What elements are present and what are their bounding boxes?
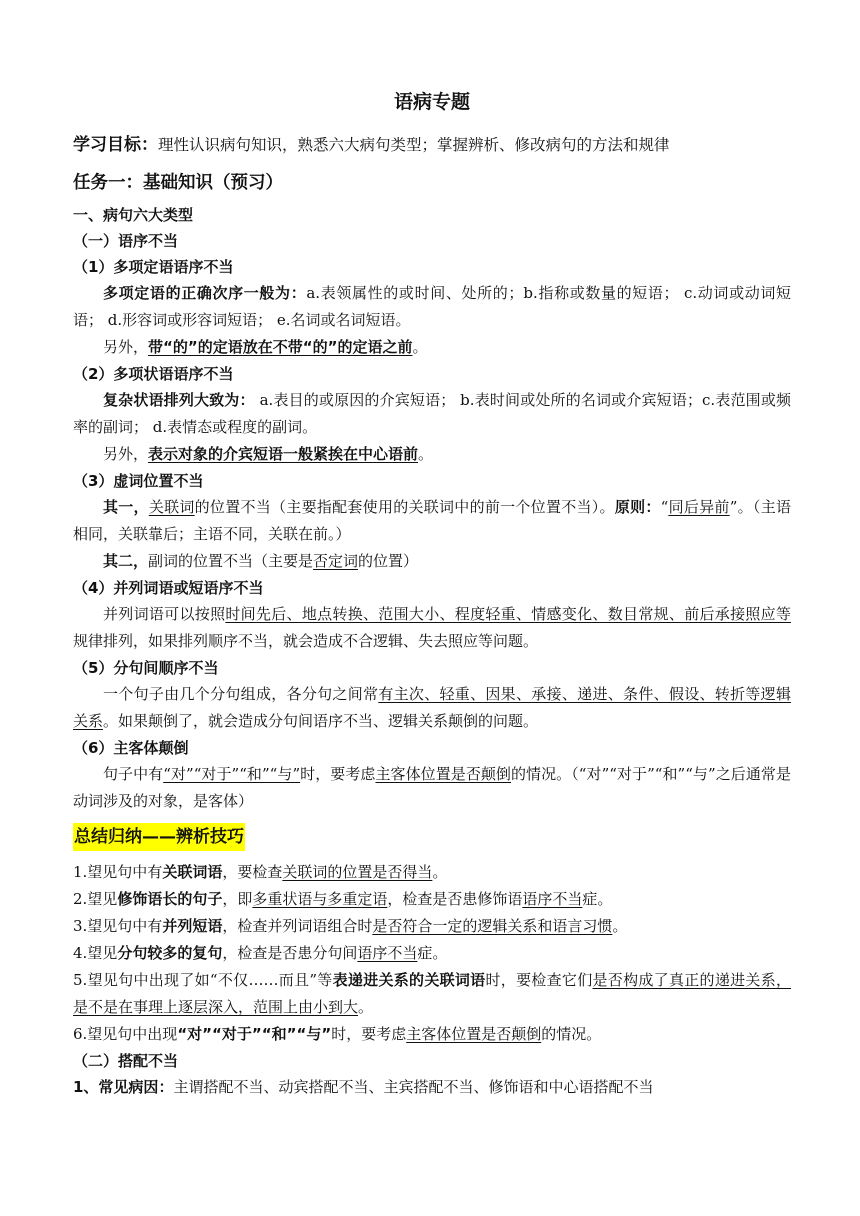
- point-heading-3: （3）虚词位置不当: [73, 472, 204, 490]
- body-text: 并列词语可以按照: [103, 605, 226, 623]
- body-text: 的位置）: [358, 552, 419, 570]
- point-1-rule: [73, 280, 791, 334]
- body-text: ，检查并列词语组合时: [222, 917, 373, 935]
- underlined-text: 同后异前: [668, 498, 730, 516]
- body-text: 。: [612, 917, 628, 935]
- underlined-text: 主客体位置是否颠倒: [406, 1025, 542, 1043]
- underlined-text: 表示对象的介宾短语一般紧挨在中心语前: [148, 445, 419, 463]
- underlined-text: 主客体位置是否颠倒: [375, 765, 511, 783]
- learning-objective: [73, 132, 791, 158]
- underlined-text: 是否构成了真正的递进关系，是不是在事理上逐层深入，范围上由小到大: [73, 971, 791, 1016]
- point-2-rule: [73, 387, 791, 441]
- tip-5: [73, 967, 791, 1021]
- body-text: 。: [358, 998, 374, 1016]
- point-heading-2: （2）多项状语语序不当: [73, 365, 234, 383]
- bold-text: 关联词语: [162, 863, 223, 881]
- body-text: 。: [418, 445, 434, 463]
- point-heading-6: （6）主客体颠倒: [73, 739, 189, 757]
- tip-1: [73, 859, 791, 886]
- body-text: 3.望见句中有: [73, 917, 163, 935]
- bold-text: 修饰语长的句子: [117, 890, 223, 908]
- body-text: 另外，: [103, 338, 149, 356]
- body-text: “: [660, 498, 669, 516]
- body-text: 。: [432, 863, 448, 881]
- underlined-text: 语序不当: [357, 944, 418, 962]
- summary-highlight-heading: 总结归纳——辨析技巧: [73, 823, 245, 851]
- body-text: 一个句子由几个分句组成，各分句之间常: [103, 685, 379, 703]
- body-text: 5.望见句中出现了如“不仅……而且”等: [73, 971, 333, 989]
- tip-4: [73, 940, 791, 967]
- body-text: 时，要检查它们: [485, 971, 593, 989]
- objective-label: 学习目标：: [73, 135, 158, 155]
- body-text: 的位置不当（主要指配套使用的关联词中的前一个位置不当）。: [194, 498, 615, 516]
- point-heading-1: （1）多项定语语序不当: [73, 258, 234, 276]
- body-text: ，检查是否患分句间: [222, 944, 358, 962]
- bold-text: 原则：: [614, 498, 661, 516]
- bold-text: 多项定语的正确次序一般为：: [103, 284, 307, 302]
- body-text: 时，要考虑: [300, 765, 376, 783]
- point-3-first: [73, 494, 791, 548]
- underlined-text: “对”“对于”“和”“与”: [163, 765, 301, 783]
- body-text: a.表领属性的或时间、处所的；b.指称或数量的短语； c.动词或动词短语； d.形容词或形容词短语； e.名词或名词短语。: [73, 284, 791, 329]
- body-text: 规律排列，如果排列顺序不当，就会造成不合逻辑、失去照应等问题。: [73, 632, 539, 650]
- body-text: 症。: [582, 890, 613, 908]
- bold-text: 其二，: [103, 552, 149, 570]
- common-causes: [73, 1074, 791, 1101]
- tip-6: [73, 1021, 791, 1048]
- body-text: 。: [412, 338, 428, 356]
- body-text: ，要检查: [222, 863, 283, 881]
- body-text: a.表目的或原因的介宾短语； b.表时间或处所的名词或介宾短语；c.表范围或频率的副词； d.表情态或程度的副词。: [73, 391, 791, 436]
- body-text: 症。: [417, 944, 448, 962]
- underlined-text: 关联词: [148, 498, 195, 516]
- underlined-text: 时间先后、地点转换、范围大小、程度轻重、情感变化、数目常规、前后承接照应等: [225, 605, 791, 623]
- bold-text: 复杂状语排列大致为：: [103, 391, 255, 409]
- bold-text: “对”“对于”“和”“与”: [177, 1025, 332, 1043]
- body-text: 另外，: [103, 445, 149, 463]
- objective-text: 理性认识病句知识，熟悉六大病句类型；掌握辨析、修改病句的方法和规律: [158, 136, 670, 154]
- underlined-text: 否定词: [313, 552, 359, 570]
- tip-3: [73, 913, 791, 940]
- body-text: 主谓搭配不当、动宾搭配不当、主宾搭配不当、修饰语和中心语搭配不当: [173, 1078, 654, 1096]
- bold-text: 分句较多的复句: [117, 944, 223, 962]
- underlined-text: 有主次、轻重、因果、承接、递进、条件、假设、转折等逻辑关系: [73, 685, 791, 730]
- point-3-second: [73, 548, 791, 575]
- body-text: ，即: [222, 890, 253, 908]
- subsection-heading-2: （二）搭配不当: [73, 1052, 179, 1070]
- bold-text: 其一，: [103, 498, 149, 516]
- page-title: 语病专题: [393, 91, 470, 113]
- subsection-heading: （一）语序不当: [73, 232, 179, 250]
- underlined-text: 关联词的位置是否得当: [282, 863, 433, 881]
- body-text: 时，要考虑: [331, 1025, 407, 1043]
- underlined-text: 多重状语与多重定语: [252, 890, 388, 908]
- point-4-text: [73, 601, 791, 655]
- task-heading: 任务一：基础知识（预习）: [73, 173, 283, 193]
- body-text: 句子中有: [103, 765, 164, 783]
- section-heading: 一、病句六大类型: [73, 206, 194, 224]
- point-1-note: [73, 334, 791, 361]
- body-text: 6.望见句中出现: [73, 1025, 178, 1043]
- underlined-text: 语序不当: [522, 890, 583, 908]
- body-text: ”。（主语相同，关联靠后；主语不同，关联在前。）: [73, 498, 791, 543]
- body-text: 2.望见: [73, 890, 118, 908]
- point-6-text: [73, 761, 791, 815]
- bold-text: 表递进关系的关联词语: [332, 971, 486, 989]
- bold-text: 并列短语: [162, 917, 223, 935]
- underlined-text: 是否符合一定的逻辑关系和语言习惯: [372, 917, 613, 935]
- body-text: 的情况。: [541, 1025, 602, 1043]
- point-5-text: [73, 681, 791, 735]
- point-2-note: [73, 441, 791, 468]
- body-text: 的情况。（“对”“对于”“和”“与”之后通常是动词涉及的对象，是客体）: [73, 765, 791, 810]
- underlined-text: 带“的”的定语放在不带“的”的定语之前: [148, 338, 413, 356]
- body-text: 1.望见句中有: [73, 863, 163, 881]
- body-text: 副词的位置不当（主要是: [148, 552, 314, 570]
- body-text: 。如果颠倒了，就会造成分句间语序不当、逻辑关系颠倒的问题。: [103, 712, 539, 730]
- bold-text: 1、常见病因：: [73, 1078, 174, 1096]
- tip-2: [73, 886, 791, 913]
- body-text: ，检查是否患修饰语: [387, 890, 523, 908]
- document-page: [73, 88, 791, 1101]
- point-heading-5: （5）分句间顺序不当: [73, 659, 219, 677]
- body-text: 4.望见: [73, 944, 118, 962]
- point-heading-4: （4）并列词语或短语序不当: [73, 579, 264, 597]
